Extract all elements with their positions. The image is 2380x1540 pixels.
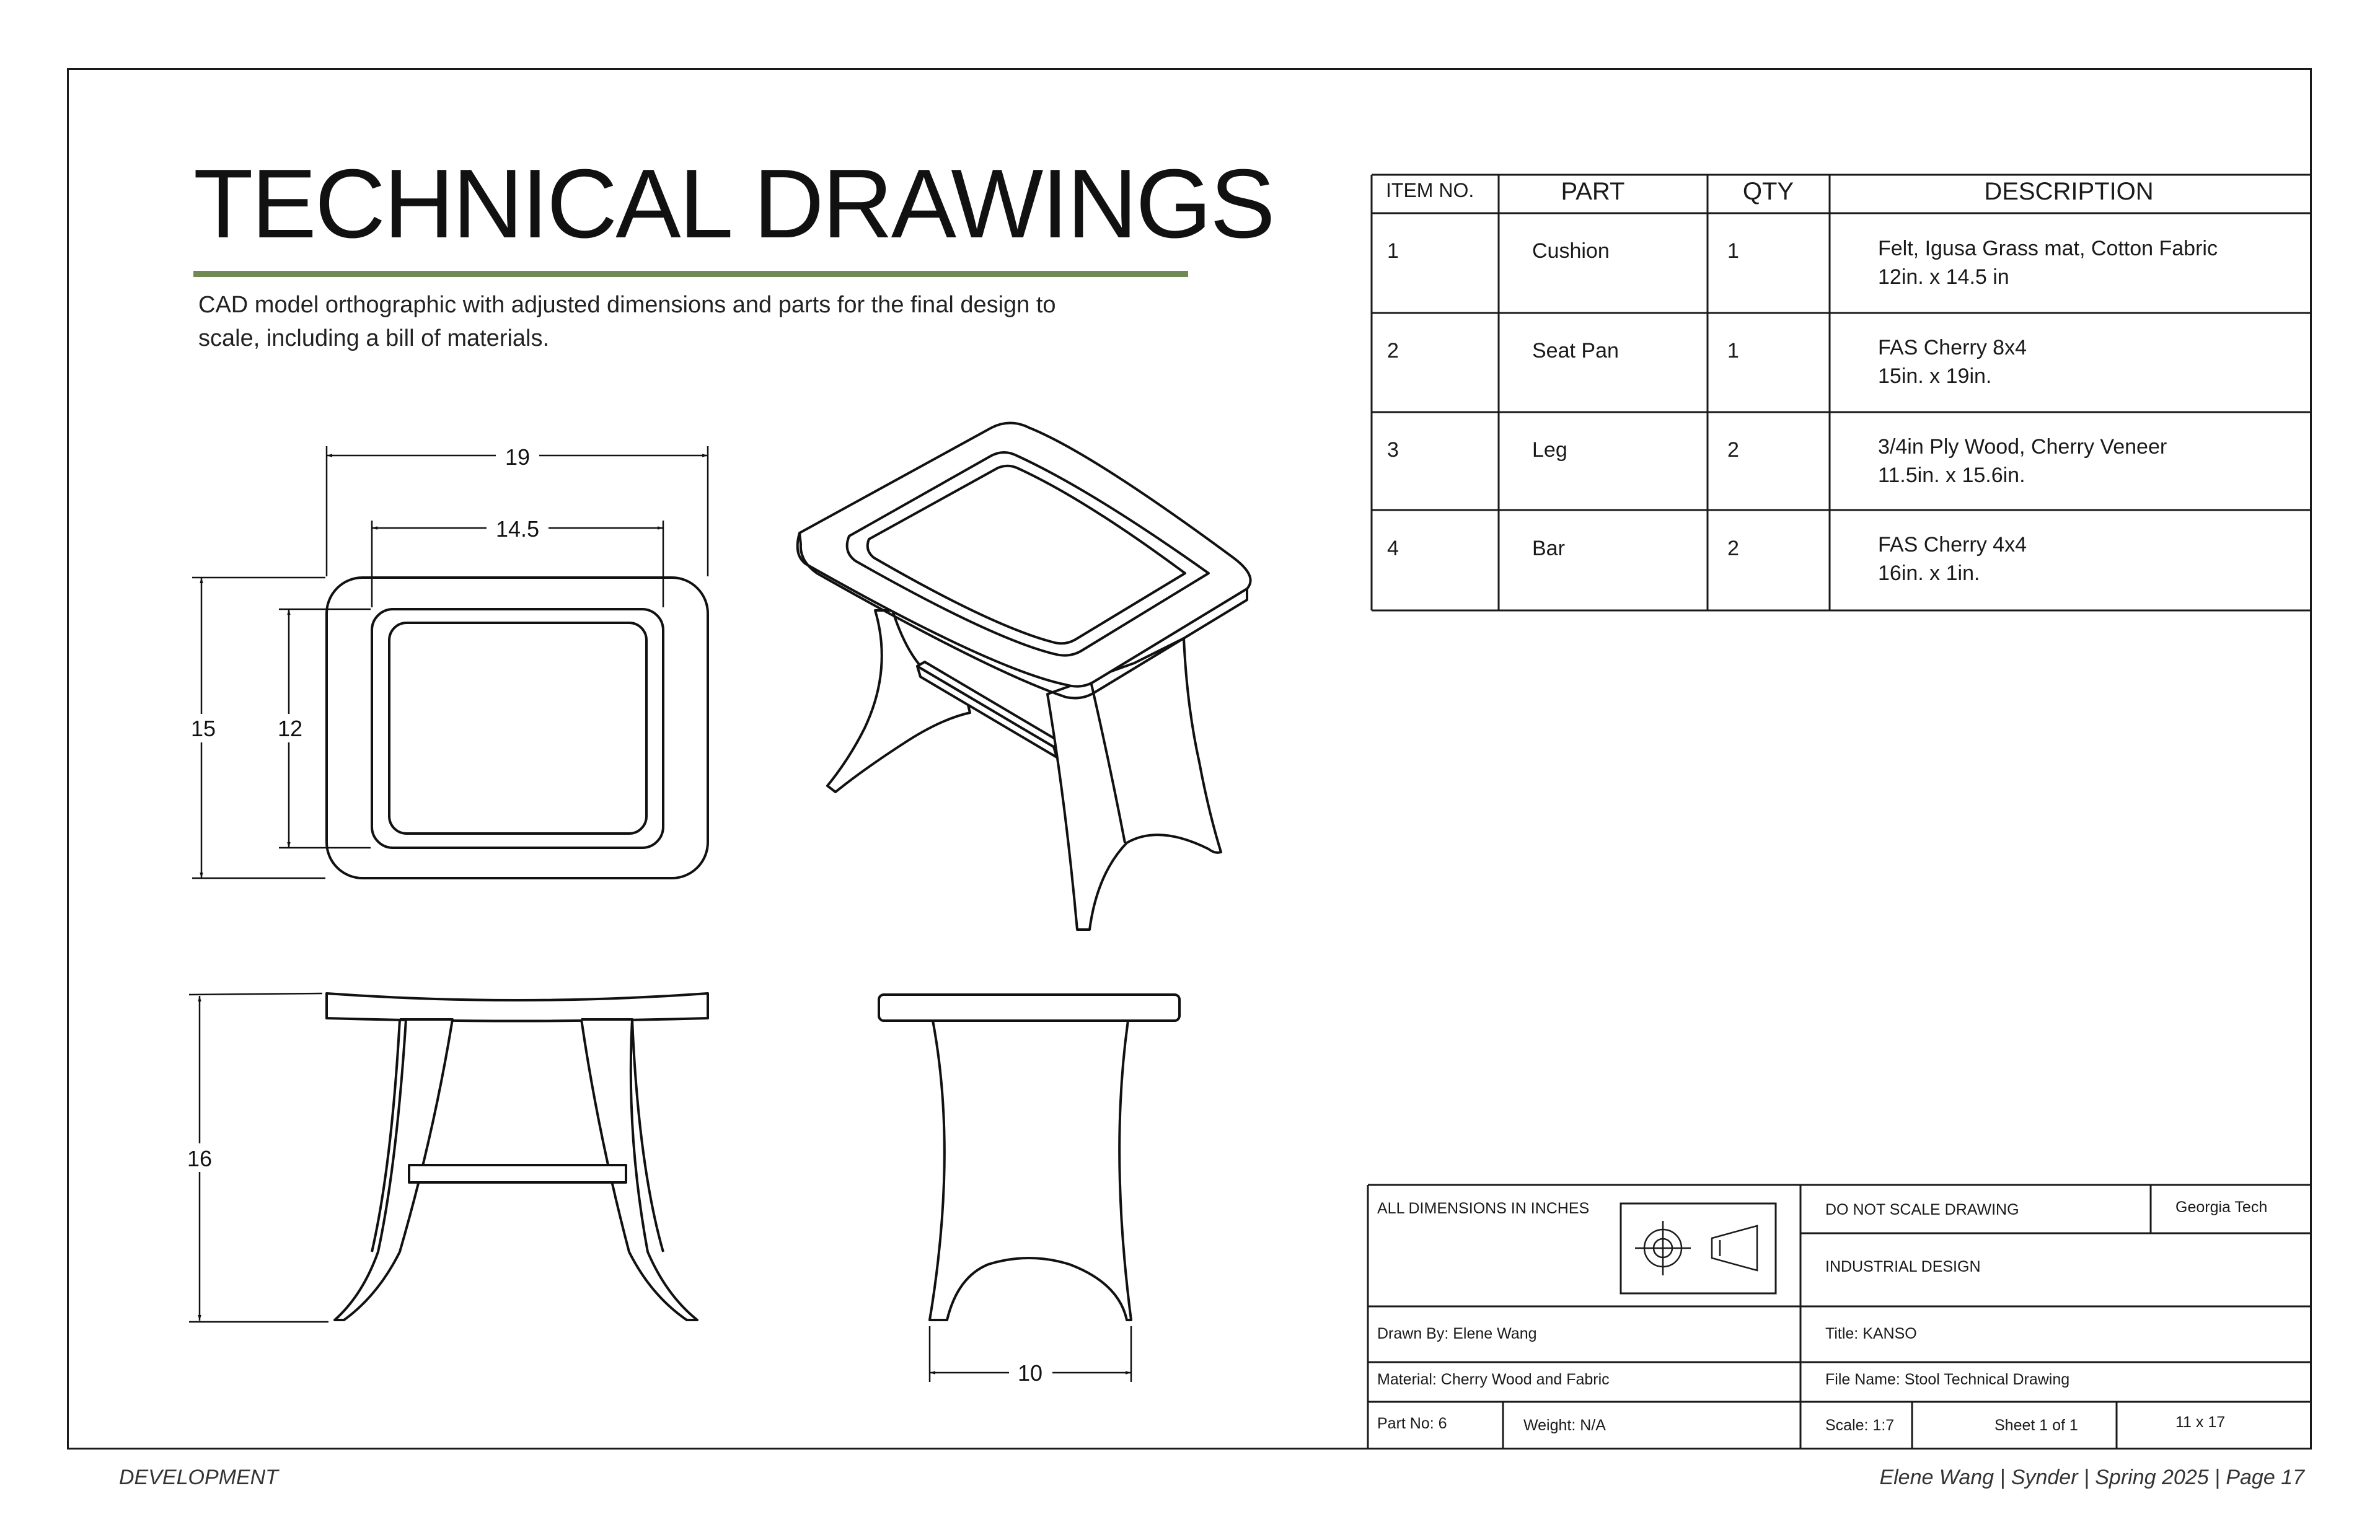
bom-row-4-item: 4	[1387, 537, 1399, 560]
bom-row-3-part: Leg	[1532, 438, 1567, 462]
front-seat	[327, 993, 708, 1021]
bom-header-description: DESCRIPTION	[1984, 178, 2154, 205]
bom-row-4-desc-line2: 16in. x 1in.	[1878, 561, 1980, 585]
bom-row-1-part: Cushion	[1532, 239, 1610, 263]
bom-row-2-qty: 1	[1727, 339, 1739, 363]
footer-section-label: DEVELOPMENT	[119, 1466, 278, 1489]
bom-row-2-desc-line1: FAS Cherry 8x4	[1878, 336, 2027, 359]
tb-no-scale: DO NOT SCALE DRAWING	[1825, 1201, 2019, 1218]
tb-units: ALL DIMENSIONS IN INCHES	[1377, 1200, 1590, 1217]
title-block	[1368, 1185, 2312, 1450]
bom-row-2-desc-line2: 15in. x 19in.	[1878, 364, 1992, 388]
page-title: TECHNICAL DRAWINGS	[193, 149, 1274, 258]
bom-header-item: ITEM NO.	[1386, 179, 1474, 201]
tb-weight: Weight: N/A	[1523, 1417, 1606, 1434]
side-leg-panel	[930, 1021, 1131, 1320]
bom-row-3-desc-line2: 11.5in. x 15.6in.	[1878, 464, 2025, 487]
third-angle-projection-icon	[1635, 1221, 1757, 1275]
top-view-cushion-outer	[372, 609, 663, 848]
bill-of-materials	[1372, 175, 2312, 610]
front-stretcher-bar	[409, 1165, 626, 1182]
side-seat	[879, 995, 1179, 1021]
page-subtitle: CAD model orthographic with adjusted dimensions and parts for the final design to scale, including a bill of materials.	[198, 292, 1056, 351]
dim-side-base-width: 10	[1017, 1360, 1043, 1386]
tb-dept: INDUSTRIAL DESIGN	[1825, 1258, 1981, 1275]
dim-top-depth-inner: 12	[277, 716, 303, 741]
dim-top-width-outer: 19	[505, 444, 531, 470]
bom-row-2-item: 2	[1387, 339, 1399, 363]
tb-part-no: Part No: 6	[1377, 1415, 1447, 1432]
tb-drawn-by: Drawn By: Elene Wang	[1377, 1325, 1537, 1342]
tb-size: 11 x 17	[2175, 1414, 2226, 1431]
footer-credits: Elene Wang | Synder | Spring 2025 | Page 17	[1879, 1466, 2304, 1489]
dim-front-height: 16	[187, 1146, 213, 1171]
isometric-view	[798, 423, 1251, 930]
top-view-dimensions	[192, 446, 708, 878]
dim-top-depth-outer: 15	[190, 716, 216, 741]
bom-row-4-part: Bar	[1532, 537, 1565, 560]
tb-file-name: File Name: Stool Technical Drawing	[1825, 1371, 2070, 1388]
bom-header-qty: QTY	[1742, 178, 1794, 205]
bom-row-1-desc-line2: 12in. x 14.5 in	[1878, 265, 2009, 289]
bom-row-1-item: 1	[1387, 239, 1399, 263]
top-view-cushion-inner	[389, 623, 646, 834]
tb-scale: Scale: 1:7	[1825, 1417, 1895, 1434]
tb-org: Georgia Tech	[2175, 1199, 2268, 1216]
bom-row-2-part: Seat Pan	[1532, 339, 1619, 363]
top-view	[327, 578, 708, 878]
tb-title: Title: KANSO	[1825, 1325, 1917, 1342]
side-view	[879, 995, 1179, 1320]
dim-top-width-inner: 14.5	[495, 516, 540, 542]
tb-material: Material: Cherry Wood and Fabric	[1377, 1371, 1610, 1388]
tb-sheet: Sheet 1 of 1	[1994, 1417, 2078, 1434]
bom-row-4-qty: 2	[1727, 537, 1739, 560]
bom-row-4-desc-line1: FAS Cherry 4x4	[1878, 533, 2027, 557]
bom-row-3-desc-line1: 3/4in Ply Wood, Cherry Veneer	[1878, 435, 2167, 459]
bom-row-3-item: 3	[1387, 438, 1399, 462]
front-view	[327, 993, 708, 1320]
bom-header-part: PART	[1561, 178, 1625, 205]
bom-row-3-qty: 2	[1727, 438, 1739, 462]
bom-row-1-desc-line1: Felt, Igusa Grass mat, Cotton Fabric	[1878, 237, 2218, 260]
bom-row-1-qty: 1	[1727, 239, 1739, 263]
